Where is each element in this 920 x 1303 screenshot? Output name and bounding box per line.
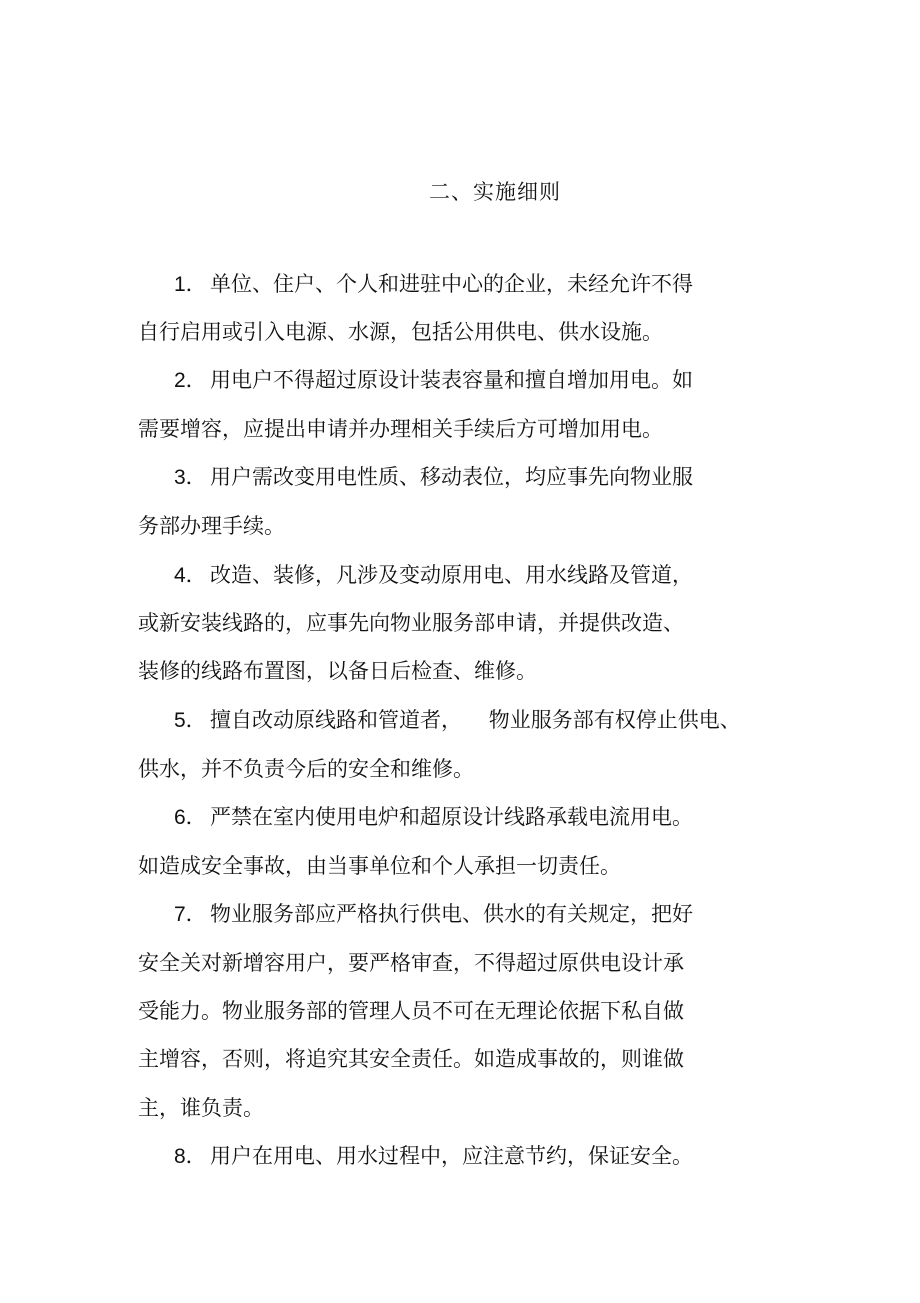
item-7-line-2: 安全关对新增容用户，要严格审查，不得超过原供电设计承 — [138, 951, 684, 975]
item-2-line-1: 2． 用电户不得超过原设计装表容量和擅自增加用电。如 — [174, 364, 693, 397]
item-4-number: 4． — [174, 564, 207, 587]
item-7-number: 7． — [174, 903, 207, 926]
item-8-line-1: 8． 用户在用电、用水过程中，应注意节约，保证安全。 — [174, 1140, 693, 1173]
item-1-line-2: 自行启用或引入电源、水源，包括公用供电、供水设施。 — [138, 320, 663, 344]
item-7-line-4: 主增容，否则，将追究其安全责任。如造成事故的，则谁做 — [138, 1047, 684, 1071]
item-2-number: 2． — [174, 369, 207, 392]
item-6-number: 6． — [174, 806, 207, 829]
item-4-line-1: 4． 改造、装修，凡涉及变动原用电、用水线路及管道， — [174, 559, 693, 592]
item-3-number: 3． — [174, 466, 207, 489]
item-4-line-2: 或新安装线路的，应事先向物业服务部申请，并提供改造、 — [138, 611, 684, 635]
item-2-line-2: 需要增容，应提出申请并办理相关手续后方可增加用电。 — [138, 417, 663, 441]
item-5-number: 5． — [174, 709, 207, 732]
item-5-line-2: 供水，并不负责今后的安全和维修。 — [138, 757, 474, 781]
item-7-line-5: 主，谁负责。 — [138, 1096, 264, 1120]
item-1-number: 1． — [174, 273, 207, 296]
item-7-line-1: 7． 物业服务部应严格执行供电、供水的有关规定，把好 — [174, 898, 693, 931]
item-3-line-2: 务部办理手续。 — [138, 514, 285, 538]
item-7-line-3: 受能力。物业服务部的管理人员不可在无理论依据下私自做 — [138, 999, 684, 1023]
item-6-line-1: 6． 严禁在室内使用电炉和超原设计线路承载电流用电。 — [174, 801, 693, 834]
item-6-line-2: 如造成安全事故，由当事单位和个人承担一切责任。 — [138, 854, 621, 878]
item-4-line-3: 装修的线路布置图，以备日后检查、维修。 — [138, 659, 537, 683]
item-8-number: 8． — [174, 1145, 207, 1168]
item-5-line-1: 5． 擅自改动原线路和管道者， 物业服务部有权停止供电、 — [174, 704, 741, 737]
item-3-line-1: 3． 用户需改变用电性质、移动表位，均应事先向物业服 — [174, 461, 693, 494]
item-1-line-1: 1． 单位、住户、个人和进驻中心的企业，未经允许不得 — [174, 268, 693, 301]
section-title: 二、实施细则 — [429, 180, 561, 204]
